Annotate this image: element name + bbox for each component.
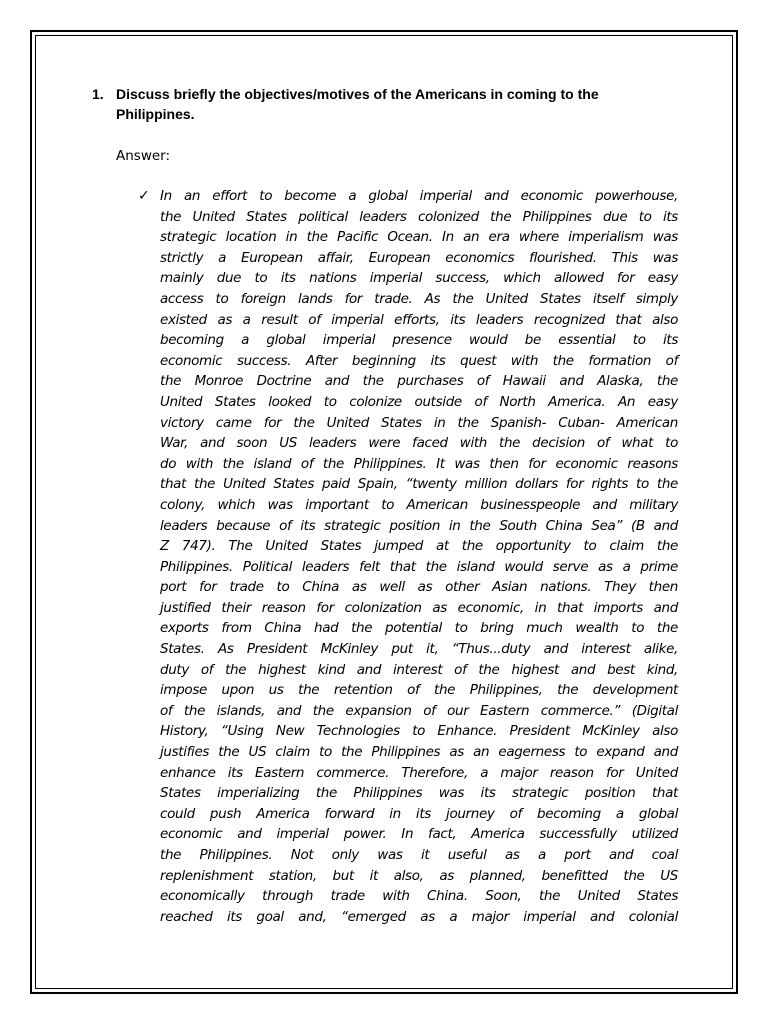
answer-line: impose upon us the retention of the Philippines, the development (160, 682, 678, 699)
answer-line: leaders because of its strategic position in the South China Sea” (B and (160, 517, 678, 534)
answer-line: colony, which was important to American businesspeople and military (160, 496, 678, 513)
answer-line: History, “Using New Technologies to Enhance. President McKinley also (160, 723, 678, 740)
answer-line: exports from China had the potential to bring much wealth to the (160, 620, 678, 637)
answer-line: States. As President McKinley put it, “Thus...duty and interest alike, (160, 641, 678, 658)
answer-line: could push America forward in its journey of becoming a global (160, 805, 678, 822)
answer-line: economically through trade with China. Soon, the United States (160, 888, 678, 905)
answer-line: the United States political leaders colonized the Philippines due to its (160, 208, 678, 225)
answer-line: duty of the highest kind and interest of the highest and best kind, (160, 661, 678, 678)
answer-line: economic success. After beginning its quest with the formation of (160, 352, 678, 369)
answer-line: port for trade to China as well as other Asian nations. They then (160, 579, 678, 596)
answer-label: Answer: (116, 148, 171, 164)
answer-line: enhance its Eastern commerce. Therefore, a major reason for United (160, 764, 678, 781)
answer-line: United States looked to colonize outside of North America. An easy (160, 393, 678, 410)
answer-line: mainly due to its nations imperial success, which allowed for easy (160, 270, 678, 287)
answer-line: reached its goal and, “emerged as a major imperial and colonial (160, 908, 678, 925)
answer-line: War, and soon US leaders were faced with the decision of what to (160, 435, 678, 452)
question-heading (92, 84, 652, 124)
answer-line: access to foreign lands for trade. As the United States itself simply (160, 290, 678, 307)
question-number: 1. (92, 86, 104, 102)
answer-line: justifies the US claim to the Philippines as an eagerness to expand and (160, 744, 678, 761)
question-text: Discuss briefly the objectives/motives of the Americans in coming to the Philippines. (116, 86, 599, 122)
answer-line: strictly a European affair, European economics flourished. This was (160, 249, 678, 266)
answer-line: that the United States paid Spain, “twenty million dollars for rights to the (160, 476, 678, 493)
answer-line: of the islands, and the expansion of our Eastern commerce.” (Digital (160, 702, 678, 719)
answer-line: economic and imperial power. In fact, America successfully utilized (160, 826, 678, 843)
answer-line: In an effort to become a global imperial and economic powerhouse, (160, 188, 678, 204)
answer-line: Z 747). The United States jumped at the opportunity to claim the (160, 538, 678, 555)
answer-line: replenishment station, but it also, as planned, benefitted the US (160, 867, 678, 884)
answer-line: States imperializing the Philippines was its strategic position that (160, 785, 678, 802)
answer-paragraph (160, 186, 678, 927)
answer-line: Philippines. Political leaders felt that the island would serve as a prime (160, 558, 678, 575)
answer-line: strategic location in the Pacific Ocean. In an era where imperialism was (160, 229, 678, 246)
answer-line: justified their reason for colonization as economic, in that imports and (160, 599, 678, 616)
answer-line: the Monroe Doctrine and the purchases of Hawaii and Alaska, the (160, 373, 678, 390)
answer-line: the Philippines. Not only was it useful as a port and coal (160, 847, 678, 863)
checkmark-bullet-icon: ✓ (138, 188, 150, 204)
answer-line: do with the island of the Philippines. It was then for economic reasons (160, 455, 678, 472)
answer-line: existed as a result of imperial efforts, its leaders recognized that also (160, 311, 678, 328)
answer-line: victory came for the United States in the Spanish- Cuban- American (160, 414, 678, 431)
answer-line: becoming a global imperial presence would be essential to its (160, 332, 678, 349)
